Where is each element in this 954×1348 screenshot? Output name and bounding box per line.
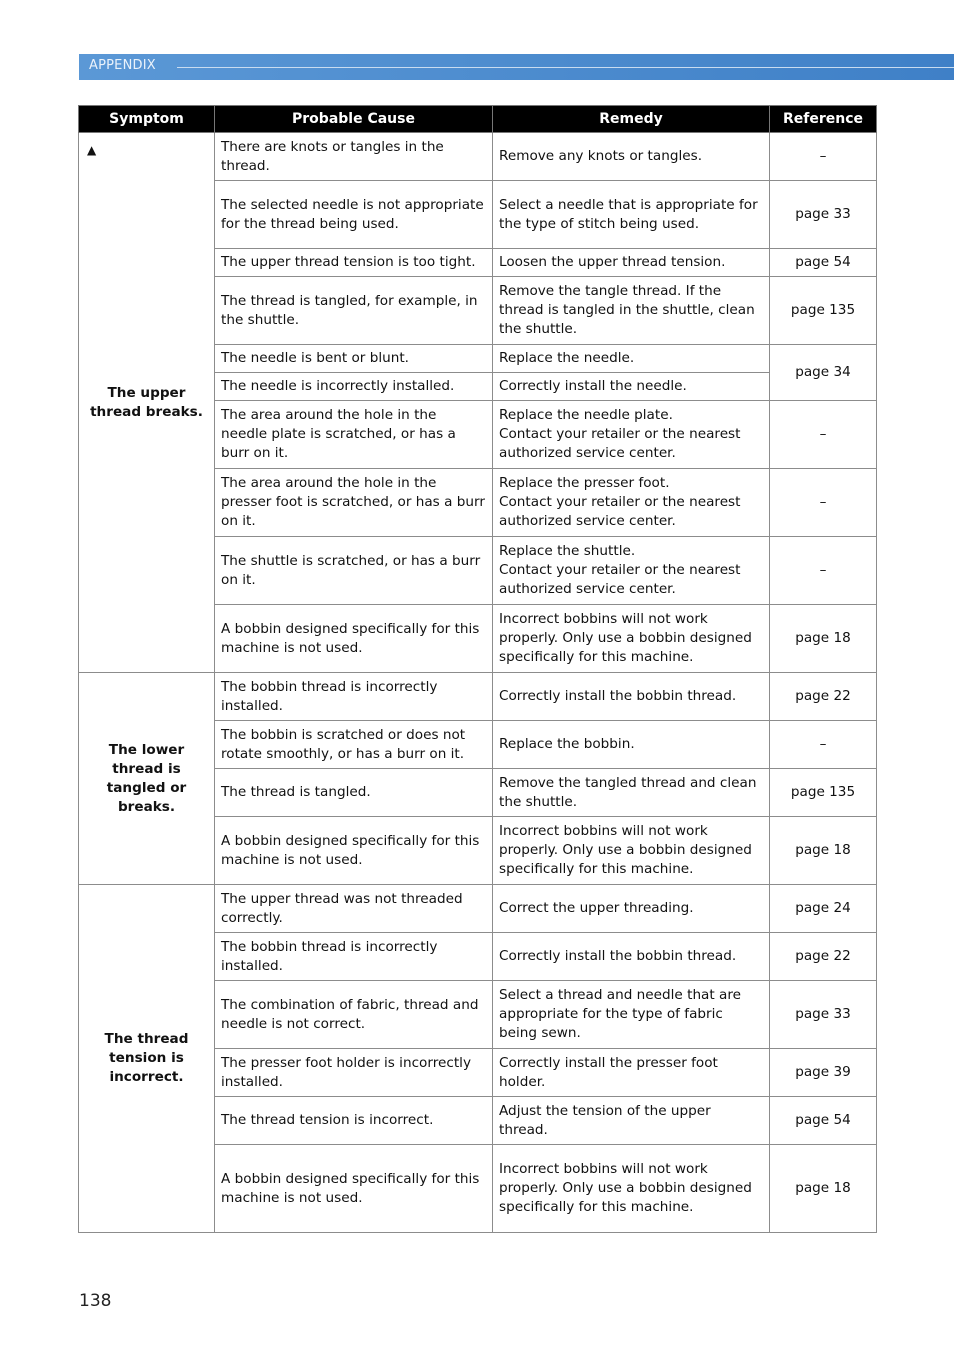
symptom-cell xyxy=(79,673,215,885)
symptom-text: The thread tension is incorrect. xyxy=(104,1031,189,1085)
column-header-reference: Reference xyxy=(770,106,877,133)
remedy-cell: Replace the needle plate. Contact your retailer or the nearest authorized service center. xyxy=(493,401,770,469)
column-header-remedy: Remedy xyxy=(493,106,770,133)
cause-cell: The bobbin thread is incorrectly installed. xyxy=(215,673,493,721)
remedy-cell: Correctly install the presser foot holder. xyxy=(493,1049,770,1097)
reference-cell: page 135 xyxy=(770,277,877,345)
troubleshooting-table xyxy=(78,105,877,1233)
cause-cell: A bobbin designed specifically for this machine is not used. xyxy=(215,605,493,673)
remedy-cell: Incorrect bobbins will not work properly. Only use a bobbin designed specifically for this machine. xyxy=(493,605,770,673)
cause-cell: The combination of fabric, thread and needle is not correct. xyxy=(215,981,493,1049)
cause-cell: A bobbin designed specifically for this machine is not used. xyxy=(215,1145,493,1233)
reference-cell: – xyxy=(770,537,877,605)
remedy-cell: Adjust the tension of the upper thread. xyxy=(493,1097,770,1145)
symptom-cell xyxy=(79,133,215,673)
reference-cell: – xyxy=(770,401,877,469)
cause-cell: The bobbin thread is incorrectly installed. xyxy=(215,933,493,981)
table-row xyxy=(79,673,877,721)
cause-cell: The bobbin is scratched or does not rotate smoothly, or has a burr on it. xyxy=(215,721,493,769)
remedy-cell: Replace the presser foot. Contact your retailer or the nearest authorized service center. xyxy=(493,469,770,537)
cause-cell: The thread is tangled, for example, in the shuttle. xyxy=(215,277,493,345)
remedy-cell: Correct the upper threading. xyxy=(493,885,770,933)
remedy-cell: Remove the tangle thread. If the thread is tangled in the shuttle, clean the shuttle. xyxy=(493,277,770,345)
cause-cell: The needle is incorrectly installed. xyxy=(215,373,493,401)
reference-cell: page 33 xyxy=(770,981,877,1049)
reference-cell: page 18 xyxy=(770,817,877,885)
cause-cell: The needle is bent or blunt. xyxy=(215,345,493,373)
remedy-cell: Incorrect bobbins will not work properly. Only use a bobbin designed specifically for this machine. xyxy=(493,817,770,885)
table-header-row xyxy=(79,106,877,133)
remedy-cell: Incorrect bobbins will not work properly. Only use a bobbin designed specifically for this machine. xyxy=(493,1145,770,1233)
page-number: 138 xyxy=(79,1291,112,1311)
cause-cell: The upper thread was not threaded correctly. xyxy=(215,885,493,933)
cause-cell: The area around the hole in the presser foot is scratched, or has a burr on it. xyxy=(215,469,493,537)
remedy-cell: Replace the needle. xyxy=(493,345,770,373)
table-row xyxy=(79,885,877,933)
cause-cell: There are knots or tangles in the thread. xyxy=(215,133,493,181)
remedy-cell: Remove any knots or tangles. xyxy=(493,133,770,181)
reference-cell: page 22 xyxy=(770,933,877,981)
remedy-cell: Replace the shuttle. Contact your retailer or the nearest authorized service center. xyxy=(493,537,770,605)
banner-rule xyxy=(177,67,954,68)
reference-cell: page 39 xyxy=(770,1049,877,1097)
remedy-cell: Loosen the upper thread tension. xyxy=(493,249,770,277)
symptom-cell xyxy=(79,885,215,1233)
remedy-cell: Correctly install the needle. xyxy=(493,373,770,401)
reference-cell: page 54 xyxy=(770,1097,877,1145)
cause-cell: The area around the hole in the needle plate is scratched, or has a burr on it. xyxy=(215,401,493,469)
symptom-text: The upper thread breaks. xyxy=(90,384,203,420)
remedy-cell: Select a thread and needle that are appropriate for the type of fabric being sewn. xyxy=(493,981,770,1049)
cause-cell: The presser foot holder is incorrectly installed. xyxy=(215,1049,493,1097)
section-label: APPENDIX xyxy=(89,58,156,73)
reference-cell: page 33 xyxy=(770,181,877,249)
reference-cell: page 135 xyxy=(770,769,877,817)
table-body xyxy=(79,133,877,1233)
remedy-cell: Replace the bobbin. xyxy=(493,721,770,769)
reference-cell: page 24 xyxy=(770,885,877,933)
triangle-marker-icon: ▲ xyxy=(87,143,97,157)
column-header-probable-cause: Probable Cause xyxy=(215,106,493,133)
cause-cell: The shuttle is scratched, or has a burr on it. xyxy=(215,537,493,605)
reference-cell: page 34 xyxy=(770,345,877,401)
reference-cell: – xyxy=(770,469,877,537)
section-banner xyxy=(79,54,954,80)
reference-cell: page 54 xyxy=(770,249,877,277)
cause-cell: The thread is tangled. xyxy=(215,769,493,817)
reference-cell: – xyxy=(770,133,877,181)
cause-cell: The upper thread tension is too tight. xyxy=(215,249,493,277)
cause-cell: The thread tension is incorrect. xyxy=(215,1097,493,1145)
reference-cell: – xyxy=(770,721,877,769)
column-header-symptom: Symptom xyxy=(79,106,215,133)
symptom-text: The lower thread is tangled or breaks. xyxy=(106,741,187,815)
cause-cell: The selected needle is not appropriate for the thread being used. xyxy=(215,181,493,249)
reference-cell: page 22 xyxy=(770,673,877,721)
reference-cell: page 18 xyxy=(770,1145,877,1233)
table-row xyxy=(79,133,877,181)
remedy-cell: Correctly install the bobbin thread. xyxy=(493,673,770,721)
remedy-cell: Select a needle that is appropriate for the type of stitch being used. xyxy=(493,181,770,249)
remedy-cell: Remove the tangled thread and clean the shuttle. xyxy=(493,769,770,817)
reference-cell: page 18 xyxy=(770,605,877,673)
remedy-cell: Correctly install the bobbin thread. xyxy=(493,933,770,981)
cause-cell: A bobbin designed specifically for this machine is not used. xyxy=(215,817,493,885)
